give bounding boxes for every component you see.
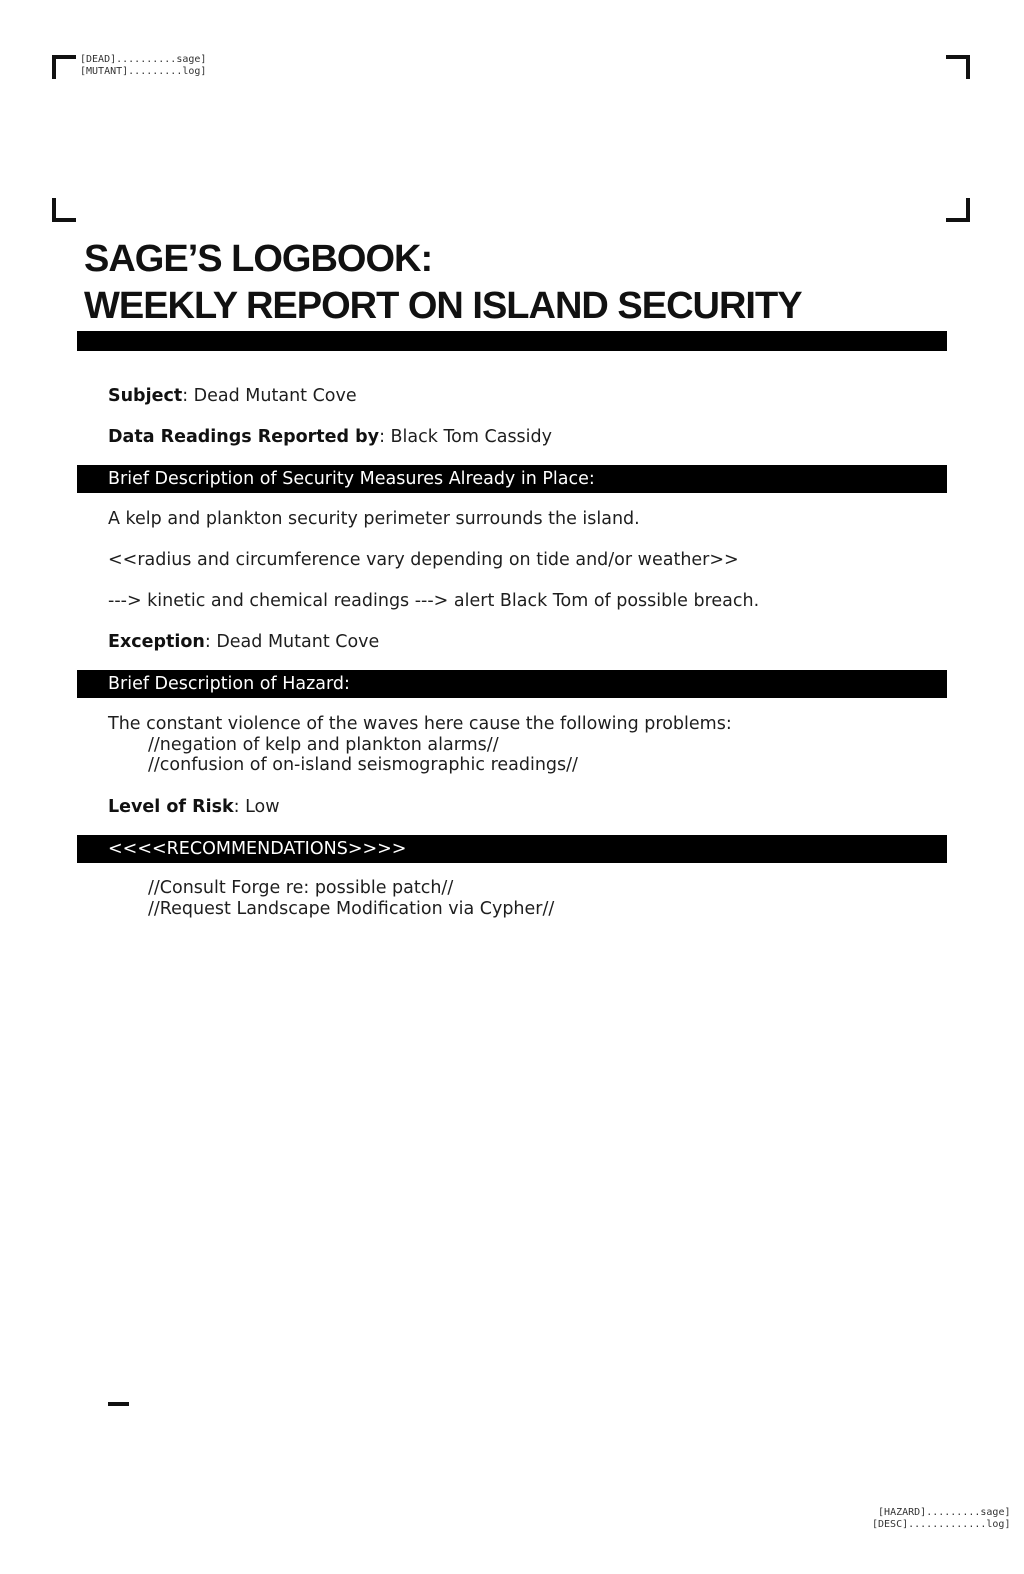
measures-line: ---> kinetic and chemical readings ---> alert Black Tom of possible breach. bbox=[108, 591, 760, 611]
risk-value: : Low bbox=[233, 797, 280, 817]
corner-tag-top bbox=[80, 54, 206, 78]
section-heading-measures: Brief Description of Security Measures Already in Place: bbox=[77, 465, 947, 493]
exception-line bbox=[108, 632, 379, 653]
exception-value: : Dead Mutant Cove bbox=[204, 632, 380, 652]
recommendation-item: //Consult Forge re: possible patch// bbox=[148, 878, 454, 898]
risk-line bbox=[108, 797, 280, 818]
corner-bracket-bottom-left bbox=[52, 198, 76, 222]
title-line-1: SAGE’S LOGBOOK: bbox=[84, 238, 433, 280]
measures-line: <<radius and circumference vary depending on tide and/or weather>> bbox=[108, 550, 739, 570]
corner-bracket-top-right bbox=[946, 55, 970, 79]
exception-label: Exception bbox=[108, 632, 205, 652]
recommendation-item: //Request Landscape Modification via Cypher// bbox=[148, 899, 555, 919]
measures-line: A kelp and plankton security perimeter surrounds the island. bbox=[108, 509, 640, 529]
page-title bbox=[84, 236, 802, 330]
reported-by-value: : Black Tom Cassidy bbox=[379, 427, 553, 447]
subject-value: : Dead Mutant Cove bbox=[182, 386, 357, 406]
page-dash bbox=[108, 1402, 129, 1406]
corner-tag-line: [MUTANT].........log] bbox=[80, 66, 207, 77]
corner-tag-line: [DEAD]..........sage] bbox=[80, 54, 207, 65]
risk-label: Level of Risk bbox=[108, 797, 234, 817]
corner-tag-line: [DESC].............log] bbox=[872, 1519, 1011, 1530]
subject-label: Subject bbox=[108, 386, 183, 406]
title-line-2: WEEKLY REPORT ON ISLAND SECURITY bbox=[84, 285, 802, 327]
hazard-intro: The constant violence of the waves here cause the following problems: bbox=[108, 714, 732, 734]
reported-by-label: Data Readings Reported by bbox=[108, 427, 380, 447]
hazard-item: //negation of kelp and plankton alarms// bbox=[148, 735, 499, 755]
section-heading-recommendations: <<<<RECOMMENDATIONS>>>> bbox=[77, 835, 947, 863]
reported-by-line bbox=[108, 427, 552, 448]
section-heading-hazard: Brief Description of Hazard: bbox=[77, 670, 947, 698]
corner-bracket-bottom-right bbox=[946, 198, 970, 222]
corner-tag-line: [HAZARD].........sage] bbox=[878, 1507, 1011, 1518]
hazard-item: //confusion of on-island seismographic readings// bbox=[148, 755, 578, 775]
corner-bracket-top-left bbox=[52, 55, 76, 79]
corner-tag-bottom bbox=[872, 1507, 1010, 1531]
subject-line bbox=[108, 386, 357, 407]
title-rule bbox=[77, 331, 947, 351]
